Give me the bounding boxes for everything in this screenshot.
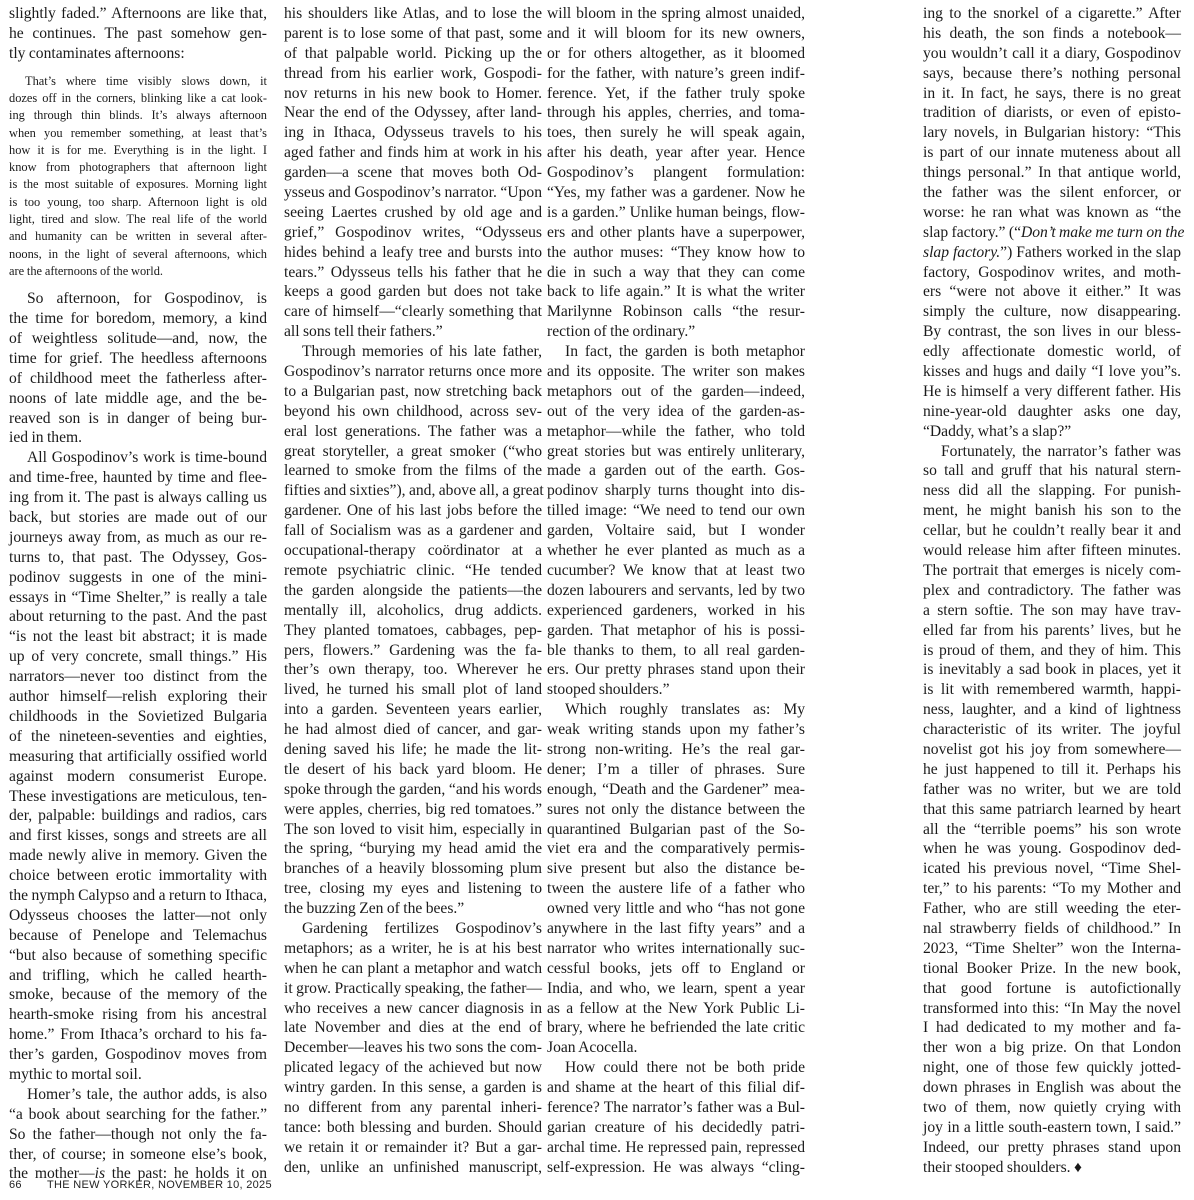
text-line: ther’s own therapy, too. Wherever he — [284, 661, 542, 679]
text-line: tilled image: “We need to tend our own — [547, 502, 805, 520]
text-line: who receives a new cancer diagnosis in — [284, 999, 542, 1017]
text-line: Gospodinov’s plangent formulation: — [547, 164, 805, 182]
text-line: spoke through the garden, “and his words — [284, 780, 542, 798]
text-line: ble thanks to them, to all real garden- — [547, 641, 805, 659]
text-line: Homer’s tale, the author adds, is also — [27, 1085, 267, 1103]
text-line: edly affectionate domestic world, of — [923, 343, 1181, 361]
text-line: it grow. Practically speaking, the father— — [284, 979, 542, 997]
text-line: narrator who writes internationally suc- — [547, 939, 805, 957]
text-line: nal strawberry fields of childhood.” In — [923, 919, 1181, 937]
text-line: back, but stories are made out of our — [9, 509, 267, 527]
text-line: Fortunately, the narrator’s father was — [941, 442, 1181, 460]
text-line: experienced gardeners, worked in his — [547, 601, 805, 619]
text-line: childhoods in the Sovietized Bulgaria — [9, 707, 267, 725]
text-line: ysseus and Gospodinov’s narrator. “Upon — [284, 184, 542, 202]
text-line: care of himself—“clearly something that — [284, 303, 542, 321]
text-line: That’s where time visibly slows down, it — [25, 73, 267, 88]
text-line: dener; I’m a tiller of phrases. Sure — [547, 760, 805, 778]
text-line: beyond his own childhood, across sev- — [284, 402, 542, 420]
text-line: or for others altogether, as it bloomed — [547, 44, 805, 62]
text-line: garden. That metaphor of his is possi- — [547, 621, 805, 639]
text-line: metaphors out of the garden—indeed, — [547, 382, 805, 400]
page-number: 66 — [9, 1179, 22, 1191]
text-line: dozen labourers and servants, led by two — [547, 581, 805, 599]
text-line: garden—a scene that moves both Od- — [284, 164, 542, 182]
text-line: says, because there’s nothing personal — [923, 64, 1181, 82]
text-line: Which roughly translates as: My — [565, 701, 805, 719]
text-line: is inevitably a sad book in places, yet it — [923, 661, 1181, 679]
text-segment: slap factory.” (“ — [923, 223, 1021, 241]
text-line: is a garden.” Unlike human beings, flow- — [547, 203, 805, 221]
text-line: “is not the least bit abstract; it is made — [9, 628, 267, 646]
text-line: the nymph Calypso and a return to Ithaca, — [9, 886, 268, 904]
text-line: the spring, “burying my head amid the — [284, 840, 542, 858]
text-line: novelist got his joy from somewhere— — [923, 740, 1181, 758]
text-line: aged father and finds him at work in his — [284, 144, 542, 162]
text-line: garian creature of his decidedly patri- — [547, 1118, 805, 1136]
text-line: ther’s garden, Gospodinov moves from — [9, 1046, 267, 1064]
text-line: 2023, “Time Shelter” won the Interna- — [923, 939, 1181, 957]
paragraph — [284, 4, 542, 342]
article-column-1 — [9, 4, 267, 1184]
text-line: because of Penelope and Telemachus — [9, 926, 267, 944]
text-line: By contrast, the son lives in our bless- — [923, 323, 1181, 341]
text-line: cessful books, jets off to England or — [547, 959, 805, 977]
text-line: ther, of course; in someone else’s book, — [9, 1145, 267, 1163]
text-line: podinov suggests in one of the mini- — [9, 568, 267, 586]
text-line: tional Booker Prize. In the new book, — [923, 959, 1181, 977]
text-line: die in such a way that they can come — [547, 263, 805, 281]
text-line: Joan Acocella. — [547, 1039, 638, 1057]
italic-text: is — [94, 1165, 106, 1183]
text-line: essays in “Time Shelter,” is really a tale — [9, 588, 267, 606]
text-line: how it is for me. Everything is in the light. I — [9, 142, 267, 157]
text-line: ness, laughter, and a kind of lightness — [923, 701, 1181, 719]
text-line: der, palpable: buildings and radios, cars — [9, 807, 267, 825]
text-line: made newly alive in memory. Given the — [9, 847, 267, 865]
text-line: gardener. One of his last jobs before the — [284, 502, 542, 520]
italic-text: slap factory. — [923, 243, 1001, 261]
text-line: his shoulders like Atlas, and to lose the — [284, 5, 542, 22]
text-line: of childhood meet the fatherless after- — [9, 369, 267, 387]
paragraph — [9, 289, 267, 448]
text-line: nine-year-old daughter asks one day, — [923, 402, 1181, 420]
text-line: metaphor—while the father, who told — [547, 422, 805, 440]
text-line: These investigations are meticulous, ten- — [9, 787, 267, 805]
text-line: How could there not be both pride — [565, 1059, 805, 1077]
text-line: father was no writer, but we are told — [923, 780, 1181, 798]
text-line: In fact, the garden is both metaphor — [565, 343, 805, 361]
text-line: worse: he ran what was known as “the — [923, 203, 1181, 221]
text-line: plex and contradictory. The father was — [923, 581, 1181, 599]
italic-text: Don’t make me turn on the — [1021, 223, 1185, 241]
text-line: know from photographers that afternoon light — [9, 160, 267, 175]
text-line: when he can plant a metaphor and watch — [284, 959, 542, 977]
text-line: that good fortune is autofictionally — [923, 979, 1181, 997]
text-line: is proud of them, and they of him. This — [923, 641, 1181, 659]
paragraph — [923, 4, 1185, 442]
text-line: to a Bulgarian past, now stretching back — [284, 382, 542, 400]
text-line: pers, flowers.” Gardening was the fa- — [284, 641, 542, 659]
text-line: Indeed, our pretty phrases stand upon — [923, 1138, 1181, 1156]
paragraph — [547, 342, 805, 700]
text-line: are the afternoons of the world. — [9, 263, 164, 278]
text-line: rection of the ordinary.” — [547, 323, 696, 341]
text-line: I had dedicated to my mother and fa- — [923, 1019, 1181, 1037]
text-line: garden, Voltaire said, but I wonder — [547, 522, 805, 540]
text-line: ers “were not above it either.” It was — [923, 283, 1181, 301]
text-line: factory, Gospodinov writes, and moth- — [923, 263, 1181, 281]
text-line: He is himself a very different father. His — [923, 382, 1181, 400]
text-line: weak writing stands upon my father’s — [547, 721, 805, 739]
block-quote — [9, 73, 267, 281]
text-line: tradition of diarists, or even of episto- — [923, 104, 1181, 122]
text-line: The son loved to visit him, especially in — [284, 820, 542, 838]
text-line: thread from his earlier work, Gospodi- — [284, 64, 542, 82]
article-column-4 — [923, 4, 1185, 1178]
text-line: ers and other plants have a superpower, — [547, 223, 805, 241]
text-line: that this same patriarch learned by heart — [923, 800, 1181, 818]
text-line: sures not only the distance between the — [547, 800, 805, 818]
text-line: stooped shoulders.” — [547, 681, 670, 699]
text-line: all sons tell their fathers.” — [284, 323, 443, 341]
text-segment: the mother— — [9, 1165, 95, 1183]
text-line: They planted tomatoes, cabbages, pep- — [284, 621, 542, 639]
text-line: back to life again.” It is what the writer — [547, 283, 805, 301]
text-line: fifties and sixties”), and, above all, a great — [284, 482, 544, 500]
text-line: ness did all the slapping. For punish- — [923, 482, 1181, 500]
text-line: seeing Laertes crushed by old age and — [284, 203, 542, 221]
text-line: made a garden out of the earth. Gos- — [547, 462, 805, 480]
text-line: cucumber? We know that at least two — [547, 561, 805, 579]
text-line: joy in a little south-eastern town, I said.” — [923, 1118, 1181, 1136]
text-line: “Yes, my father was a gardener. Now he — [547, 184, 805, 202]
text-line: characteristic of its writer. The joyful — [923, 721, 1181, 739]
text-line: den, unlike an unfinished manuscript, — [284, 1158, 542, 1176]
text-line: will bloom in the spring almost unaided, — [547, 5, 805, 22]
text-line: All Gospodinov’s work is time-bound — [27, 449, 267, 467]
text-line: sive present but also the distance be- — [547, 860, 805, 878]
text-line: the garden alongside the patients—the — [284, 581, 542, 599]
text-line: whether he ever planted as much as a — [547, 542, 805, 560]
text-line: dening saved his life; he made the lit- — [284, 740, 542, 758]
text-line: choice between erotic immortality with — [9, 867, 267, 885]
text-line: he continues. The past somehow gen- — [9, 24, 267, 42]
text-line: their stooped shoulders. ♦ — [923, 1158, 1082, 1176]
text-line: ing in Ithaca, Odysseus travels to his — [284, 124, 542, 142]
text-line: enough, “Death and the Gardener” mea- — [547, 780, 805, 798]
text-line: two of them, now quietly crying with — [923, 1098, 1181, 1116]
text-line: So the father—though not only the fa- — [9, 1125, 267, 1143]
publication-dateline: THE NEW YORKER, NOVEMBER 10, 2025 — [47, 1179, 272, 1191]
text-line: “but also because of something specific — [9, 946, 267, 964]
text-line: parent is to lose some of that past, some — [284, 24, 542, 42]
paragraph — [547, 4, 805, 342]
paragraph — [284, 342, 542, 919]
text-line: ing to the snorkel of a cigarette.” After — [923, 5, 1181, 22]
text-line: author himself—relish exploring their — [9, 688, 267, 706]
text-line: learned to smoke from the films of the — [284, 462, 542, 480]
page-footer — [9, 1179, 272, 1191]
text-line: mentally ill, alcoholics, drug addicts. — [284, 601, 542, 619]
text-line: smoke, because of the memory of the — [9, 986, 267, 1004]
text-line: home.” From Ithaca’s orchard to his fa- — [9, 1026, 267, 1044]
text-line: mythic to mortal soil. — [9, 1065, 142, 1083]
text-line: Marilynne Robinson calls “the resur- — [547, 303, 805, 321]
text-line: noons, in the light of several afternoons, which — [9, 246, 267, 261]
text-line: night, one of those few quickly jotted- — [923, 1059, 1181, 1077]
text-line: Gospodinov’s narrator returns once more — [284, 363, 542, 381]
text-line: you wouldn’t call it a diary, Gospodinov — [923, 44, 1181, 62]
text-line: is the most suitable of exposures. Morning light — [9, 177, 267, 192]
text-line: cellar, but he couldn’t really bear it and — [923, 522, 1181, 540]
text-line: through his apples, cherries, and toma- — [547, 104, 805, 122]
text-line: he had almost died of cancer, and gar- — [284, 721, 542, 739]
text-line: and trifling, which he called hearth- — [9, 966, 267, 984]
text-line: Odysseus chooses the latter—not only — [9, 906, 267, 924]
text-segment: ”) Fathers worked in the slap — [1000, 243, 1181, 261]
text-line: and its opposite. The writer son makes — [547, 363, 805, 381]
text-line: hides behind a leafy tree and bursts into — [284, 243, 542, 261]
text-line: light, tired and slow. The real life of the world — [9, 212, 267, 227]
text-line: grief,” Gospodinov writes, “Odysseus — [284, 223, 542, 241]
text-line: tance: both blessing and burden. Should — [284, 1118, 542, 1136]
text-line — [923, 223, 1185, 243]
text-line — [923, 243, 1181, 263]
text-line: would release him after fifteen minutes. — [923, 542, 1181, 560]
text-line: tle desert of his back yard bloom. He — [284, 760, 542, 778]
text-line: So afternoon, for Gospodinov, is — [27, 290, 267, 308]
text-line: tears.” Odysseus tells his father that he — [284, 263, 542, 281]
text-line: tree, closing my eyes and listening to — [284, 880, 542, 898]
text-line: anywhere in the last fifty years” and a — [547, 919, 805, 937]
text-line: ied in them. — [9, 429, 83, 447]
text-line: the author muses: “They know how to — [547, 243, 805, 261]
text-line: self-expression. He was always “cling- — [547, 1158, 805, 1176]
text-line: kisses and hugs and daily “I love you”s. — [923, 363, 1181, 381]
text-line: The portrait that emerges is nicely com- — [923, 561, 1181, 579]
text-line: the buzzing Zen of the bees.” — [284, 900, 465, 918]
text-line: keeps a good garden but does not take — [284, 283, 542, 301]
text-line: ing from it. The past is always calling us — [9, 489, 267, 507]
text-line: a stern softie. The son may have trav- — [923, 601, 1181, 619]
text-line: simply the culture, now disappearing. — [923, 303, 1181, 321]
text-line: Gardening fertilizes Gospodinov’s — [302, 919, 542, 937]
text-line: narrators—never too distinct from the — [9, 668, 267, 686]
text-line: we retain it or remainder it? But a gar- — [284, 1138, 542, 1156]
text-line: toes, then surely he will speak again, — [547, 124, 805, 142]
text-line: remote psychiatric clinic. “He tended — [284, 561, 542, 579]
text-line: quarantined Bulgarian past of the So- — [547, 820, 805, 838]
text-line: after his death, year after year. Hence — [547, 144, 805, 162]
text-line: hearth-smoke rising from his ancestral — [9, 1006, 267, 1024]
paragraph — [547, 700, 805, 1058]
text-line: wintry garden. In this sense, a garden is — [284, 1079, 542, 1097]
paragraph — [9, 448, 267, 1085]
text-line: lived, he turned his small plot of land — [284, 681, 542, 699]
text-line: Through memories of his late father, — [302, 343, 542, 361]
text-line: when you remember something, at least that’s — [9, 125, 267, 140]
text-line: Father, who are still weeding the eter- — [923, 900, 1181, 918]
text-line: measuring that artificially ossified world — [9, 747, 267, 765]
text-line: so tall and gruff that his natural stern- — [923, 462, 1181, 480]
text-line: is too young, too sharp. Afternoon light is old — [9, 194, 267, 209]
text-line: archal time. He repressed pain, repressed — [547, 1138, 805, 1156]
text-line: is lit with remembered warmth, happi- — [923, 681, 1181, 699]
text-line: of weightless solitude—and, now, the — [9, 330, 267, 348]
text-line: were apples, cherries, big red tomatoes.” — [284, 800, 542, 818]
text-line: fall of Socialism was as a gardener and — [284, 522, 542, 540]
text-line: “Daddy, what’s a slap?” — [923, 422, 1072, 440]
text-line: down phrases in English was about the — [923, 1079, 1181, 1097]
text-line: of the nineteen-seventies and eighties, — [9, 727, 267, 745]
text-line: podinov sharply turns thought into dis- — [547, 482, 805, 500]
text-segment: the past: he holds it on — [105, 1165, 267, 1183]
text-line: plicated legacy of the achieved but now — [284, 1059, 542, 1077]
text-line: ther won a big prize. On that London — [923, 1039, 1181, 1057]
text-line: “a book about searching for the father.” — [9, 1105, 267, 1123]
text-line: ference. Yet, if the father truly spoke — [547, 84, 805, 102]
paragraph — [9, 4, 267, 64]
text-line: late November and dies at the end of — [284, 1019, 542, 1037]
text-line: ference? The narrator’s father was a Bul- — [547, 1098, 805, 1116]
text-line: Near the end of the Odyssey, after land- — [284, 104, 542, 122]
text-line: occupational-therapy coördinator at a — [284, 542, 542, 560]
paragraph — [547, 1058, 805, 1177]
text-line: India, and who, we learn, spent a year — [547, 979, 805, 997]
text-line: and it will bloom for its new owners, — [547, 24, 805, 42]
text-line: no different from any parental inheri- — [284, 1098, 542, 1116]
text-line: of that palpable world. Picking up the — [284, 44, 542, 62]
text-line: about returning to the past. And the past — [9, 608, 267, 626]
text-line: owned very little and who “has not gone — [547, 900, 805, 918]
text-line: noons of late middle age, and the be- — [9, 389, 267, 407]
text-line: the father was the silent enforcer, or — [923, 184, 1181, 202]
text-line: tween the austere life of a father who — [547, 880, 805, 898]
text-line: his death, the son finds a notebook— — [923, 24, 1181, 42]
text-line: and shame at the heart of this filial dif- — [547, 1079, 805, 1097]
paragraph — [923, 442, 1181, 1178]
text-line: for the father, with nature’s green indif- — [547, 64, 805, 82]
text-line: icated his previous novel, “Time Shel- — [923, 860, 1181, 878]
text-line: journeys away from, as much as our re- — [9, 528, 267, 546]
text-line: transformed into this: “In May the novel — [923, 999, 1181, 1017]
text-line: great storyteller, a great smoker (“who — [284, 442, 542, 460]
paragraph — [284, 919, 542, 1178]
text-line: when he was young. Gospodinov ded- — [923, 840, 1181, 858]
paragraph — [9, 1085, 267, 1184]
text-line: strong non-writing. He’s the real gar- — [547, 740, 805, 758]
text-line: against modern consumerist Europe. — [9, 767, 267, 785]
text-line: and humanity can be written in several after- — [9, 229, 267, 244]
text-line: is part of our innate muteness about all — [923, 144, 1181, 162]
article-column-2 — [284, 4, 542, 1178]
text-line: eral lost generations. The father was a — [284, 422, 542, 440]
text-line: ment, he might banish his son to the — [923, 502, 1181, 520]
text-line: up of very concrete, small things.” His — [9, 648, 267, 666]
text-line: turns to, that past. The Odyssey, Gos- — [9, 548, 267, 566]
text-line: branches of a heavily blossoming plum — [284, 860, 542, 878]
text-line: ing through thin blinds. It’s always afternoon — [9, 108, 267, 123]
text-line: ter,” to his parents: “To my Mother and — [923, 880, 1181, 898]
text-line: reaved son is in danger of being bur- — [9, 409, 267, 427]
text-line: things personal.” In that antique world, — [923, 164, 1181, 182]
text-line: lary novels, in Bulgarian history: “This — [923, 124, 1181, 142]
text-line: brary, where he befriended the late critic — [547, 1019, 805, 1037]
text-line: great stories but was entirely unliterary, — [547, 442, 805, 460]
text-line: he just happened to till it. Perhaps his — [923, 760, 1181, 778]
text-line: time for grief. The heedless afternoons — [9, 349, 267, 367]
text-line: all the “terrible poems” his son wrote — [923, 820, 1181, 838]
text-line: the time for boredom, memory, a kind — [9, 310, 267, 328]
text-line: December—leaves his two sons the com- — [284, 1039, 542, 1057]
text-line: and first kisses, songs and streets are all — [9, 827, 267, 845]
article-column-3 — [547, 4, 805, 1178]
text-line: viet era and the comparatively permis- — [547, 840, 805, 858]
text-line: out of the very idea of the garden-as- — [547, 402, 805, 420]
text-line: tly contaminates afternoons: — [9, 44, 185, 62]
text-line: slightly faded.” Afternoons are like that, — [9, 5, 267, 22]
text-line: in it. In fact, he says, there is no great — [923, 84, 1181, 102]
text-line: as a fellow at the New York Public Li- — [547, 999, 805, 1017]
text-line: into a garden. Seventeen years earlier, — [284, 701, 542, 719]
text-line: metaphors; as a writer, he is at his best — [284, 939, 542, 957]
text-line: nov returns in his new book to Homer. — [284, 84, 542, 102]
text-line: elled far from his parents’ lives, but he — [923, 621, 1181, 639]
text-line: dozes off in the corners, blinking like a cat look- — [9, 90, 267, 105]
text-line: ers. Our pretty phrases stand upon their — [547, 661, 805, 679]
text-line: and time-free, haunted by time and flee- — [9, 469, 267, 487]
